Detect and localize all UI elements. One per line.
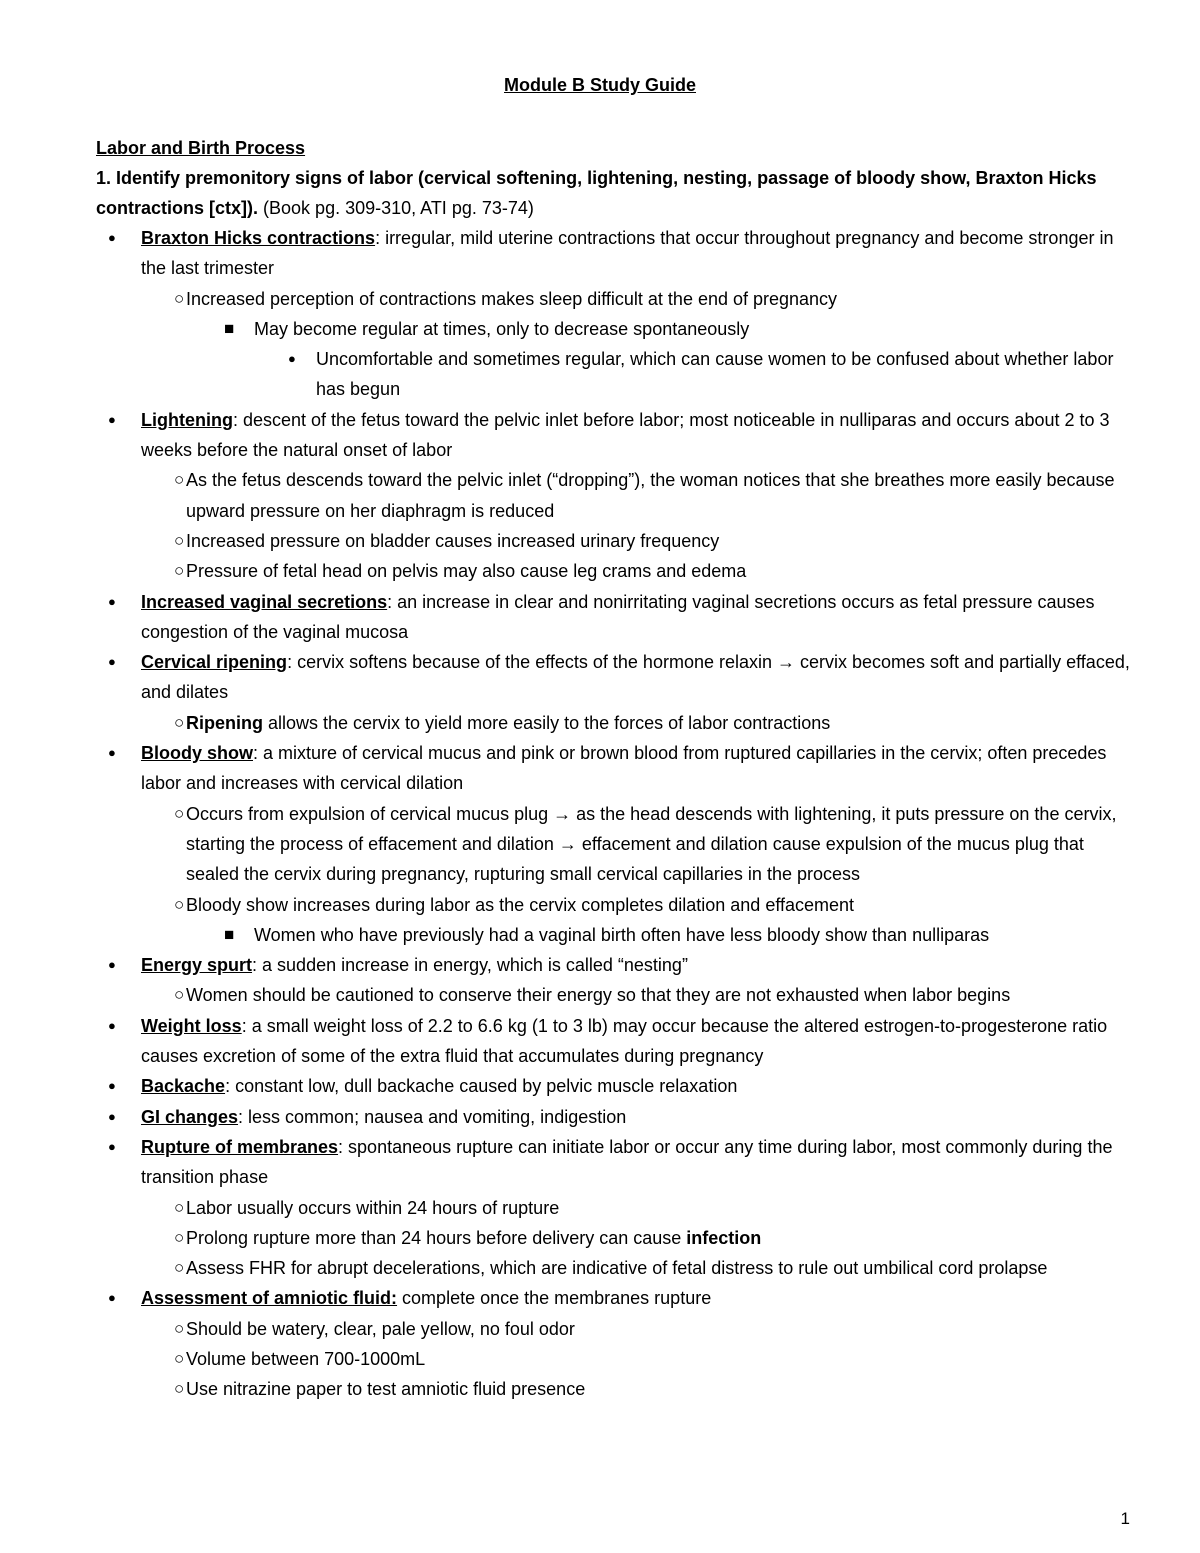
list-item [141, 1193, 1136, 1223]
bullet-circle-icon: ○ [174, 1318, 185, 1338]
bullet-dot-icon: ● [108, 1138, 116, 1154]
bullet-circle-icon: ○ [174, 712, 185, 732]
term: Backache [141, 1076, 226, 1097]
definition: : cervix softens because of the effects of the hormone relaxin → cervix becomes soft and partially effaced, and dilates [141, 652, 1130, 703]
sub-item-text: Occurs from expulsion of cervical mucus plug → as the head descends with lightening, it puts pressure on the cervix, starting the process of effacement and dilation → effacement and dilation cause expulsion of the mucus plug that sealed the cervix during pregnancy, rupturing small cervical capillaries in the process [186, 803, 1117, 885]
list-item [96, 738, 1136, 950]
list-item [141, 284, 1136, 405]
term: Assessment of amniotic fluid: [141, 1288, 398, 1309]
term: Increased vaginal secretions [141, 591, 388, 612]
list-item [141, 1374, 1136, 1404]
bullet-circle-icon: ○ [174, 1197, 185, 1217]
list-item [96, 587, 1136, 648]
list-item [141, 1223, 1136, 1253]
term: Weight loss [141, 1015, 242, 1036]
list-item [141, 980, 1136, 1010]
list-item [96, 405, 1136, 587]
bullet-circle-icon: ○ [174, 288, 185, 308]
bullet-dot-icon: ● [108, 1017, 116, 1033]
keyword: infection [686, 1227, 762, 1248]
definition: : less common; nausea and vomiting, indigestion [238, 1106, 627, 1127]
sub-item-text: Pressure of fetal head on pelvis may also cause leg crams and edema [186, 561, 747, 582]
sub-item-text: Bloody show increases during labor as the cervix completes dilation and effacement [186, 894, 855, 915]
bullet-circle-icon: ○ [174, 1258, 185, 1278]
bullet-circle-icon: ○ [174, 1348, 185, 1368]
bullet-square-icon: ■ [224, 924, 235, 944]
list-item [141, 1344, 1136, 1374]
list-item [141, 1253, 1136, 1283]
bullet-circle-icon: ○ [174, 803, 185, 823]
list-item [141, 708, 1136, 738]
sub-list [141, 708, 1136, 738]
definition: : descent of the fetus toward the pelvic inlet before labor; most noticeable in nulliparas and occurs about 2 to 3 weeks before the natural onset of labor [141, 409, 1110, 461]
bullet-circle-icon: ○ [174, 894, 185, 914]
sub-item-text: As the fetus descends toward the pelvic inlet (“dropping”), the woman notices that she breathes more easily because upward pressure on her diaphragm is reduced [186, 470, 1115, 521]
definition: : a sudden increase in energy, which is called “nesting” [252, 955, 688, 976]
sub-item-text: May become regular at times, only to decrease spontaneously [254, 318, 750, 339]
sub-list [141, 799, 1136, 950]
bullet-dot-icon: ● [108, 1290, 116, 1306]
list-item [96, 1102, 1136, 1132]
bullet-circle-icon: ○ [174, 1379, 185, 1399]
list-item [141, 799, 1136, 890]
list-item [141, 526, 1136, 556]
term: GI changes [141, 1106, 239, 1127]
definition: : a mixture of cervical mucus and pink or brown blood from ruptured capillaries in the cervix; often precedes labor and increases with cervical dilation [141, 743, 1107, 794]
sub-item-text: Women who have previously had a vaginal birth often have less bloody show than nulliparas [254, 924, 990, 945]
sub-list [141, 980, 1136, 1010]
sub-sub-sub-list [284, 344, 1136, 405]
bullet-dot-icon: ● [108, 654, 116, 670]
bullet-dot-icon: ● [108, 745, 116, 761]
bullet-dot-icon: ● [108, 957, 116, 973]
sub-item-text: allows the cervix to yield more easily to the forces of labor contractions [263, 712, 831, 733]
term: Rupture of membranes [141, 1136, 339, 1157]
sub-list [141, 465, 1136, 586]
sub-item-text: Increased perception of contractions makes sleep difficult at the end of pregnancy [186, 288, 838, 309]
sub-item-text: Increased pressure on bladder causes increased urinary frequency [186, 530, 720, 551]
document-title: Module B Study Guide [504, 75, 696, 95]
sub-sub-list [212, 314, 1136, 405]
section-heading: Labor and Birth Process [96, 138, 306, 158]
term: Braxton Hicks contractions [141, 228, 376, 248]
question-heading [96, 163, 1136, 223]
signs-list [96, 223, 1136, 1405]
question-reference: (Book pg. 309-310, ATI pg. 73-74) [258, 198, 534, 218]
list-item [212, 314, 1136, 405]
sub-item-text: Prolong rupture more than 24 hours before delivery can cause [186, 1227, 687, 1248]
bullet-dot-icon: ● [288, 351, 296, 367]
bullet-circle-icon: ○ [174, 530, 185, 550]
list-item [96, 647, 1136, 738]
list-item [141, 1314, 1136, 1344]
sub-item-text: Uncomfortable and sometimes regular, which can cause women to be confused about whether labor has begun [316, 349, 1114, 400]
page-number: 1 [1120, 1509, 1130, 1528]
list-item [96, 950, 1136, 1011]
bullet-dot-icon: ● [108, 230, 116, 245]
sub-item-text: Use nitrazine paper to test amniotic fluid presence [186, 1379, 586, 1400]
sub-list [141, 1193, 1136, 1284]
bullet-circle-icon: ○ [174, 985, 185, 1005]
document-body [96, 133, 1136, 1405]
definition: : spontaneous rupture can initiate labor or occur any time during labor, most commonly during the transition phase [141, 1136, 1113, 1188]
list-item [96, 1283, 1136, 1404]
sub-item-text: Assess FHR for abrupt decelerations, which are indicative of fetal distress to rule out umbilical cord prolapse [186, 1258, 1048, 1279]
list-item [141, 556, 1136, 586]
definition: : an increase in clear and nonirritating vaginal secretions occurs as fetal pressure causes congestion of the vaginal mucosa [141, 591, 1095, 642]
question-text: 1. Identify premonitory signs of labor (cervical softening, lightening, nesting, passage of bloody show, Braxton Hicks contractions [ctx]). [96, 168, 1097, 218]
term: Bloody show [141, 743, 253, 764]
list-item [141, 890, 1136, 951]
list-item [212, 920, 1136, 950]
list-item [96, 1132, 1136, 1283]
definition: : a small weight loss of 2.2 to 6.6 kg (1 to 3 lb) may occur because the altered estrogen-to-progesterone ratio causes excretion of some of the extra fluid that accumulates during pregnancy [141, 1015, 1108, 1067]
bullet-dot-icon: ● [108, 1078, 116, 1094]
list-item [96, 1011, 1136, 1072]
sub-list [141, 284, 1136, 405]
keyword: Ripening [186, 712, 263, 733]
list-item [284, 344, 1136, 405]
definition: : constant low, dull backache caused by pelvic muscle relaxation [225, 1076, 738, 1097]
bullet-dot-icon: ● [108, 593, 116, 609]
sub-item-text: Volume between 700-1000mL [186, 1348, 426, 1369]
bullet-square-icon: ■ [224, 318, 235, 338]
term: Energy spurt [141, 955, 253, 976]
bullet-dot-icon: ● [108, 411, 116, 427]
list-item [96, 1071, 1136, 1101]
sub-item-text: Women should be cautioned to conserve their energy so that they are not exhausted when labor begins [186, 985, 1011, 1006]
bullet-circle-icon: ○ [174, 1227, 185, 1247]
definition: : irregular, mild uterine contractions that occur throughout pregnancy and become stronger in the last trimester [141, 228, 1114, 279]
sub-sub-list [212, 920, 1136, 950]
list-item [96, 223, 1136, 405]
bullet-dot-icon: ● [108, 1108, 116, 1124]
list-item [141, 465, 1136, 526]
term: Lightening [141, 409, 233, 430]
bullet-circle-icon: ○ [174, 470, 185, 490]
sub-item-text: Should be watery, clear, pale yellow, no foul odor [186, 1318, 575, 1339]
sub-list [141, 1314, 1136, 1405]
sub-item-text: Labor usually occurs within 24 hours of rupture [186, 1197, 560, 1218]
bullet-circle-icon: ○ [174, 561, 185, 581]
definition: complete once the membranes rupture [397, 1288, 712, 1309]
term: Cervical ripening [141, 652, 288, 673]
